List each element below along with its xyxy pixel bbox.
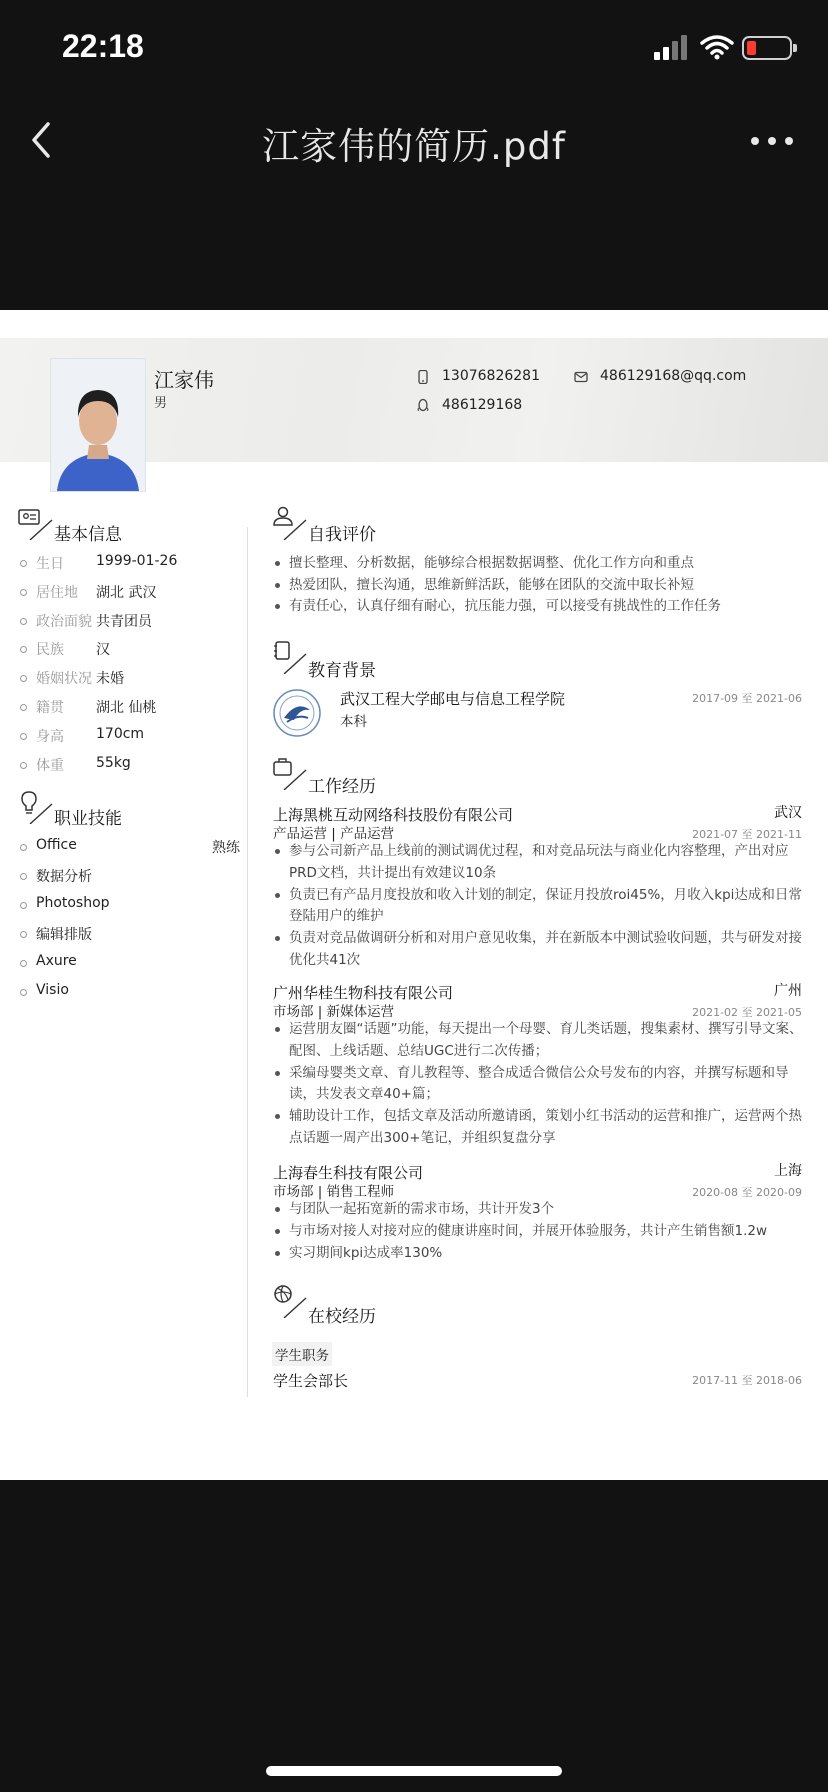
home-indicator[interactable]	[266, 1766, 562, 1776]
work-bullet-line: 负责对竞品做调研分析和对用户意见收集，并在新版本中测试验收问题，共与研发对接	[289, 930, 802, 947]
self-eval-item: 热爱团队，擅长沟通，思维新鲜活跃，能够在团队的交流中取长补短	[289, 576, 694, 593]
qq-icon	[416, 398, 430, 412]
list-bullet-icon	[20, 618, 27, 625]
work-bullet-line: 优化共41次	[289, 952, 361, 968]
job-date: 2020-08 至 2020-09	[692, 1186, 802, 1199]
company-name: 广州华桂生物科技有限公司	[273, 984, 454, 1002]
job-date: 2021-02 至 2021-05	[692, 1006, 802, 1019]
basic-info-value: 170cm	[96, 725, 145, 742]
company-city: 广州	[774, 983, 802, 999]
work-bullet-line: 负责已有产品月度投放和收入计划的制定，保证月投放roi45%，月收入kpi达成和日常	[289, 886, 802, 903]
list-bullet-icon	[20, 762, 27, 769]
self-eval-item: 有责任心，认真仔细有耐心，抗压能力强，可以接受有挑战性的工作任务	[289, 598, 721, 614]
work-bullet-line: PRD文档，共计提出有效建议10条	[289, 864, 497, 881]
job-role: 产品运营 | 产品运营	[273, 826, 395, 842]
campus-date: 2017-11 至 2018-06	[692, 1374, 802, 1387]
basic-info-label: 籍贯	[36, 700, 64, 716]
bullet-dot-icon	[275, 604, 280, 609]
basic-info-value: 湖北 仙桃	[96, 700, 157, 716]
section-title-skills: 职业技能	[54, 809, 122, 829]
skill-name: Axure	[36, 953, 77, 969]
column-divider	[247, 527, 248, 1397]
candidate-gender: 男	[154, 396, 168, 411]
list-bullet-icon	[20, 902, 27, 909]
bullet-dot-icon	[275, 1027, 280, 1032]
section-title-campus: 在校经历	[308, 1307, 376, 1327]
basic-info-label: 居住地	[36, 584, 78, 601]
qq-number: 486129168	[442, 397, 523, 413]
work-bullet-line: 实习期间kpi达成率130%	[289, 1244, 443, 1261]
section-title-basic-info: 基本信息	[54, 525, 122, 545]
company-name: 上海黑桃互动网络科技股份有限公司	[273, 806, 514, 824]
work-bullet-line: 点话题一周产出300+笔记，并组织复盘分享	[289, 1130, 556, 1146]
work-bullet-line: 与市场对接人对接对应的健康讲座时间，并展开体验服务，共计产生销售额1.2w	[289, 1222, 768, 1239]
basic-info-value: 湖北 武汉	[96, 584, 157, 601]
skill-name: Photoshop	[36, 895, 110, 911]
document-title: 江家伟的简历.pdf	[262, 125, 566, 168]
school-logo	[272, 688, 322, 738]
email-icon	[574, 370, 588, 384]
phone-icon	[416, 370, 430, 384]
basic-info-label: 体重	[36, 757, 64, 774]
basic-info-label: 婚姻状况	[36, 671, 92, 688]
profile-photo	[50, 358, 146, 492]
basic-info-value: 汉	[96, 642, 110, 659]
work-bullet-line: 辅助设计工作，包括文章及活动所邀请函，策划小红书活动的运营和推广，运营两个热	[289, 1108, 802, 1125]
basic-info-value: 55kg	[96, 754, 131, 771]
work-bullet-line: 与团队一起拓宽新的需求市场，共计开发3个	[289, 1201, 555, 1217]
company-city: 上海	[774, 1163, 802, 1179]
self-eval-item: 擅长整理、分析数据，能够综合根据数据调整、优化工作方向和重点	[289, 555, 694, 571]
section-title-education: 教育背景	[308, 661, 376, 681]
edu-date: 2017-09 至 2021-06	[692, 692, 802, 705]
job-role: 市场部 | 新媒体运营	[273, 1004, 395, 1020]
phone-number: 13076826281	[442, 368, 540, 384]
skill-name: Office	[36, 837, 77, 853]
bullet-dot-icon	[275, 561, 280, 566]
list-bullet-icon	[20, 733, 27, 740]
skill-name: 编辑排版	[36, 927, 92, 943]
list-bullet-icon	[20, 589, 27, 596]
email-address: 486129168@qq.com	[600, 368, 747, 384]
basic-info-value: 1999-01-26	[96, 553, 178, 569]
more-options-icon[interactable]	[748, 134, 796, 148]
list-bullet-icon	[20, 960, 27, 967]
bullet-dot-icon	[275, 893, 280, 898]
company-name: 上海春生科技有限公司	[273, 1164, 424, 1182]
list-bullet-icon	[20, 560, 27, 567]
section-title-work: 工作经历	[308, 777, 376, 797]
work-bullet-line: 配图、上线话题、总结UGC进行二次传播；	[289, 1042, 549, 1059]
work-bullet-line: 参与公司新产品上线前的测试调优过程，和对竞品玩法与商业化内容整理，产出对应	[289, 843, 789, 859]
work-bullet-line: 运营朋友圈“话题”功能，每天提出一个母婴、育儿类话题，搜集素材、撰写引导文案、	[289, 1021, 803, 1037]
list-bullet-icon	[20, 704, 27, 711]
basic-info-label: 民族	[36, 642, 64, 659]
bullet-dot-icon	[275, 1071, 280, 1076]
skill-name: 数据分析	[36, 869, 92, 885]
bullet-dot-icon	[275, 1229, 280, 1234]
section-title-self-eval: 自我评价	[308, 525, 376, 545]
signal-icon	[652, 34, 692, 60]
status-time: 22:18	[62, 28, 144, 64]
list-bullet-icon	[20, 844, 27, 851]
basic-info-value: 共青团员	[96, 613, 152, 630]
bullet-dot-icon	[275, 849, 280, 854]
work-bullet-line: 登陆用户的维护	[289, 908, 384, 925]
work-bullet-line: 读，共发表文章40+篇；	[289, 1086, 439, 1103]
bullet-dot-icon	[275, 1251, 280, 1256]
battery-icon	[742, 36, 792, 60]
degree: 本科	[340, 714, 367, 730]
campus-role: 学生会部长	[273, 1372, 349, 1390]
basic-info-label: 身高	[36, 728, 64, 745]
bullet-dot-icon	[275, 1207, 280, 1212]
candidate-name: 江家伟	[154, 368, 214, 392]
basic-info-label: 生日	[36, 556, 64, 572]
wifi-icon	[700, 34, 734, 60]
campus-tag: 学生职务	[272, 1342, 332, 1366]
basic-info-label: 政治面貌	[36, 613, 92, 630]
work-bullet-line: 采编母婴类文章、育儿教程等、整合成适合微信公众号发布的内容，并撰写标题和导	[289, 1064, 789, 1081]
list-bullet-icon	[20, 873, 27, 880]
list-bullet-icon	[20, 931, 27, 938]
list-bullet-icon	[20, 989, 27, 996]
school-name: 武汉工程大学邮电与信息工程学院	[340, 690, 566, 708]
job-date: 2021-07 至 2021-11	[692, 828, 802, 841]
skill-name: Visio	[36, 982, 69, 998]
skill-level: 熟练	[212, 840, 240, 856]
bullet-dot-icon	[275, 583, 280, 588]
job-role: 市场部 | 销售工程师	[273, 1184, 395, 1200]
company-city: 武汉	[774, 805, 802, 821]
basic-info-value: 未婚	[96, 671, 124, 688]
